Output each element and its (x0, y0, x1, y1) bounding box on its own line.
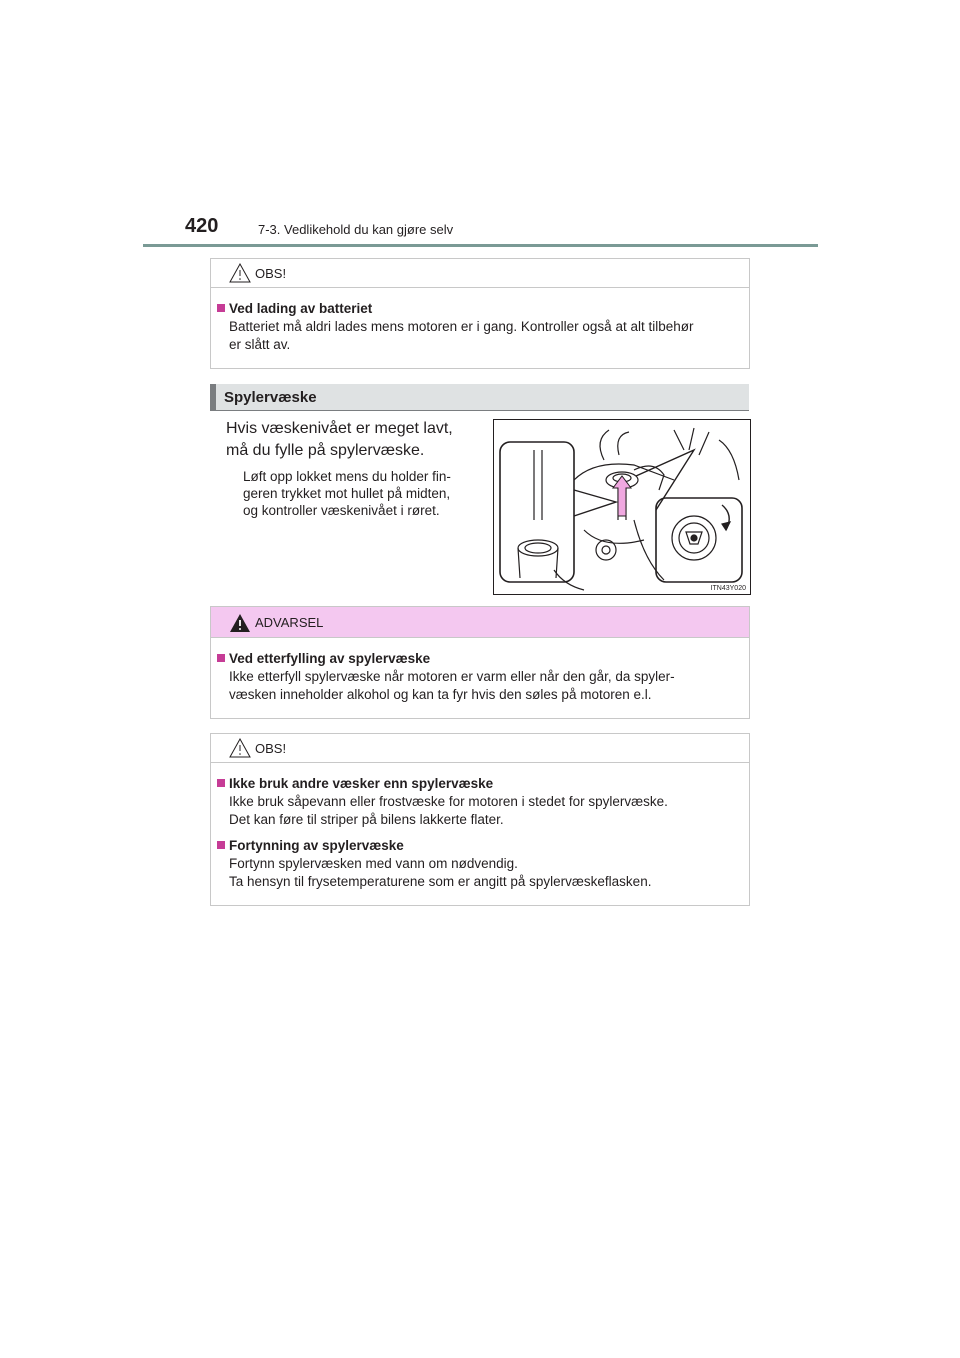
item-text-line: Det kan føre til striper på bilens lakkerte flater. (229, 812, 504, 827)
caution-box-washer-fluid (210, 733, 750, 906)
caution-triangle-icon (229, 738, 251, 758)
caution-box-battery (210, 258, 750, 369)
bullet-square-icon (217, 654, 225, 662)
caution-header (211, 734, 749, 763)
warning-label: ADVARSEL (255, 615, 324, 630)
item-text-line: Ikke etterfyll spylervæske når motoren er varm eller når den går, da spyler- (229, 669, 675, 684)
item-title: Ikke bruk andre væsker enn spylervæske (229, 776, 494, 791)
item-text-line: væsken inneholder alkohol og kan ta fyr hvis den søles på motoren e.l. (229, 687, 652, 702)
chapter-title: 7-3. Vedlikehold du kan gjøre selv (258, 222, 454, 237)
page-number: 420 (185, 215, 219, 237)
figure-code: ITN43Y020 (710, 585, 746, 592)
item-text-line: er slått av. (229, 337, 291, 352)
warning-header (211, 607, 749, 638)
item-title: Ved etterfylling av spylervæske (229, 651, 431, 666)
item-text-line: Ta hensyn til frysetemperaturene som er angitt på spylervæskeflasken. (229, 874, 652, 889)
step-instruction: Løft opp lokket mens du holder fin- geren trykket mot hullet på midten, og kontroller væskenivået i røret. (243, 469, 451, 518)
washer-fluid-illustration (493, 419, 751, 595)
warning-item (217, 650, 739, 704)
caution-label: OBS! (255, 266, 287, 281)
bullet-square-icon (217, 841, 225, 849)
item-text-line: Ikke bruk såpevann eller frostvæske for motoren i stedet for spylervæske. (229, 794, 668, 809)
section-title: Spylervæske (224, 389, 317, 406)
caution-label: OBS! (255, 741, 287, 756)
caution-header (211, 259, 749, 288)
caution-item (217, 775, 739, 829)
warning-box-refilling (210, 606, 750, 719)
caution-item (217, 300, 739, 354)
engine-bay-drawing (494, 420, 750, 594)
caution-item (217, 837, 739, 891)
section-intro: Hvis væskenivået er meget lavt, må du fylle på spylervæske. (226, 420, 453, 459)
item-text-line: Batteriet må aldri lades mens motoren er i gang. Kontroller også at alt tilbehør (229, 319, 694, 334)
item-title: Fortynning av spylervæske (229, 838, 404, 853)
section-heading (210, 384, 749, 410)
bullet-square-icon (217, 779, 225, 787)
caution-triangle-icon (229, 263, 251, 283)
header-rule (143, 244, 818, 247)
bullet-square-icon (217, 304, 225, 312)
item-text-line: Fortynn spylervæsken med vann om nødvendig. (229, 856, 518, 871)
warning-triangle-icon (229, 613, 251, 633)
item-title: Ved lading av batteriet (229, 301, 373, 316)
